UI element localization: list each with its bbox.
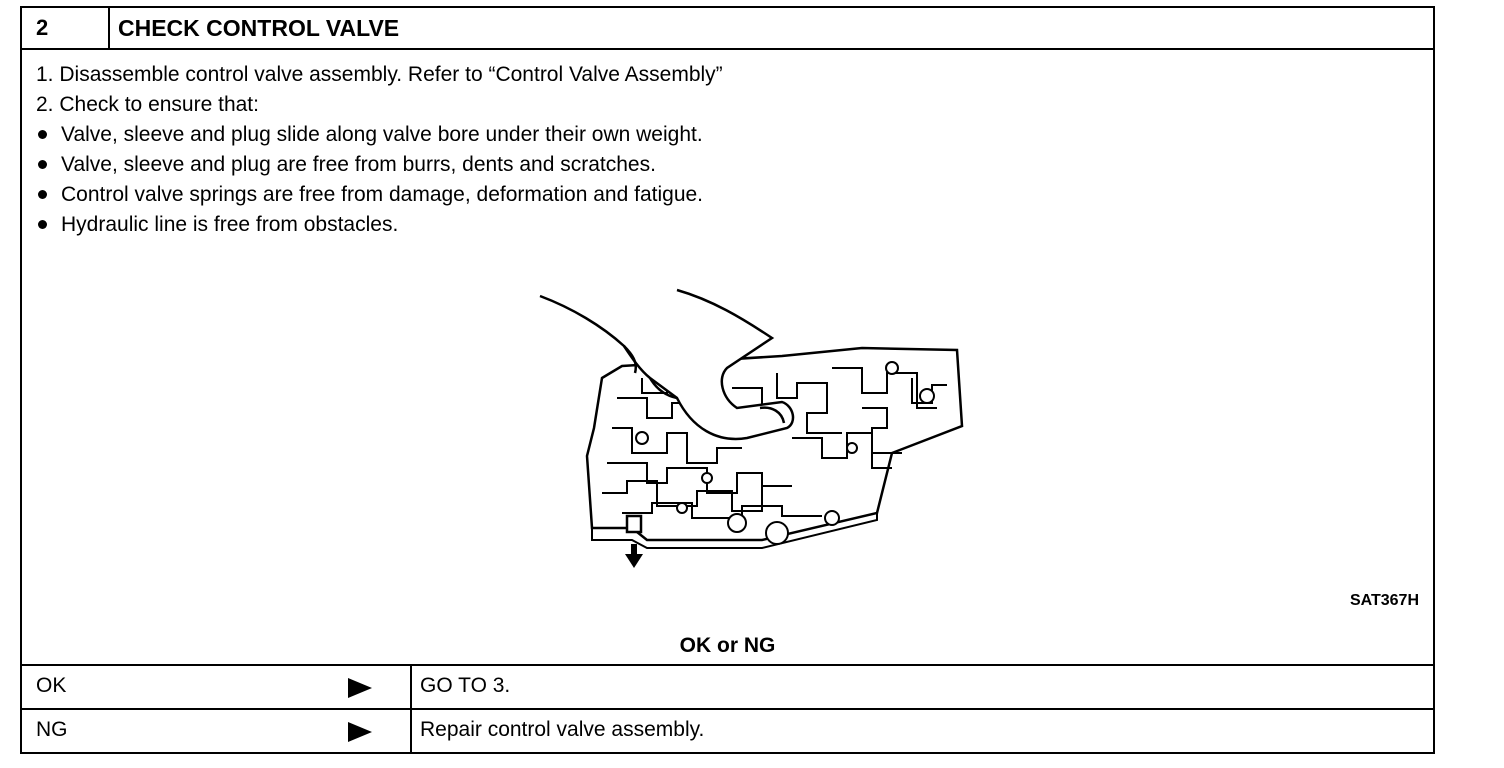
result-action: GO TO 3.: [420, 674, 511, 697]
bullet-icon: [38, 130, 47, 139]
figure-code: SAT367H: [1349, 592, 1419, 609]
step-title: CHECK CONTROL VALVE: [118, 15, 400, 41]
bullet-text: Control valve springs are free from damage, deformation and fatigue.: [61, 183, 704, 206]
result-row-ok: [22, 664, 1433, 708]
result-action: Repair control valve assembly.: [420, 718, 705, 741]
instruction-item: [36, 60, 723, 90]
arrow-right-icon: [348, 722, 372, 742]
result-label: OK: [22, 666, 412, 708]
bullet-icon: [38, 160, 47, 169]
arrow-right-icon: [348, 678, 372, 698]
bullet-item: [36, 180, 723, 210]
bullet-text: Valve, sleeve and plug are free from burrs, dents and scratches.: [61, 153, 656, 176]
bullet-item: [36, 210, 723, 240]
instruction-list: [36, 60, 723, 240]
bullet-icon: [38, 220, 47, 229]
valve-plug: [627, 516, 641, 532]
bullet-text: Valve, sleeve and plug slide along valve bore under their own weight.: [61, 123, 703, 146]
bullet-icon: [38, 190, 47, 199]
bullet-item: [36, 150, 723, 180]
step-header: [22, 8, 1433, 50]
result-label: NG: [22, 710, 412, 752]
procedure-table: [20, 6, 1435, 754]
result-row-ng: [22, 708, 1433, 752]
instruction-text: Disassemble control valve assembly. Refer to “Control Valve Assembly”: [59, 63, 723, 86]
control-valve-illustration: [532, 278, 972, 578]
step-number: 2: [22, 8, 110, 48]
instruction-text: Check to ensure that:: [59, 93, 259, 116]
down-arrow-icon: [625, 544, 643, 568]
instruction-marker: 1.: [36, 63, 54, 86]
instruction-item: [36, 90, 723, 120]
result-prompt: OK or NG: [679, 634, 776, 657]
bullet-item: [36, 120, 723, 150]
instruction-marker: 2.: [36, 93, 54, 116]
bullet-text: Hydraulic line is free from obstacles.: [61, 213, 399, 236]
